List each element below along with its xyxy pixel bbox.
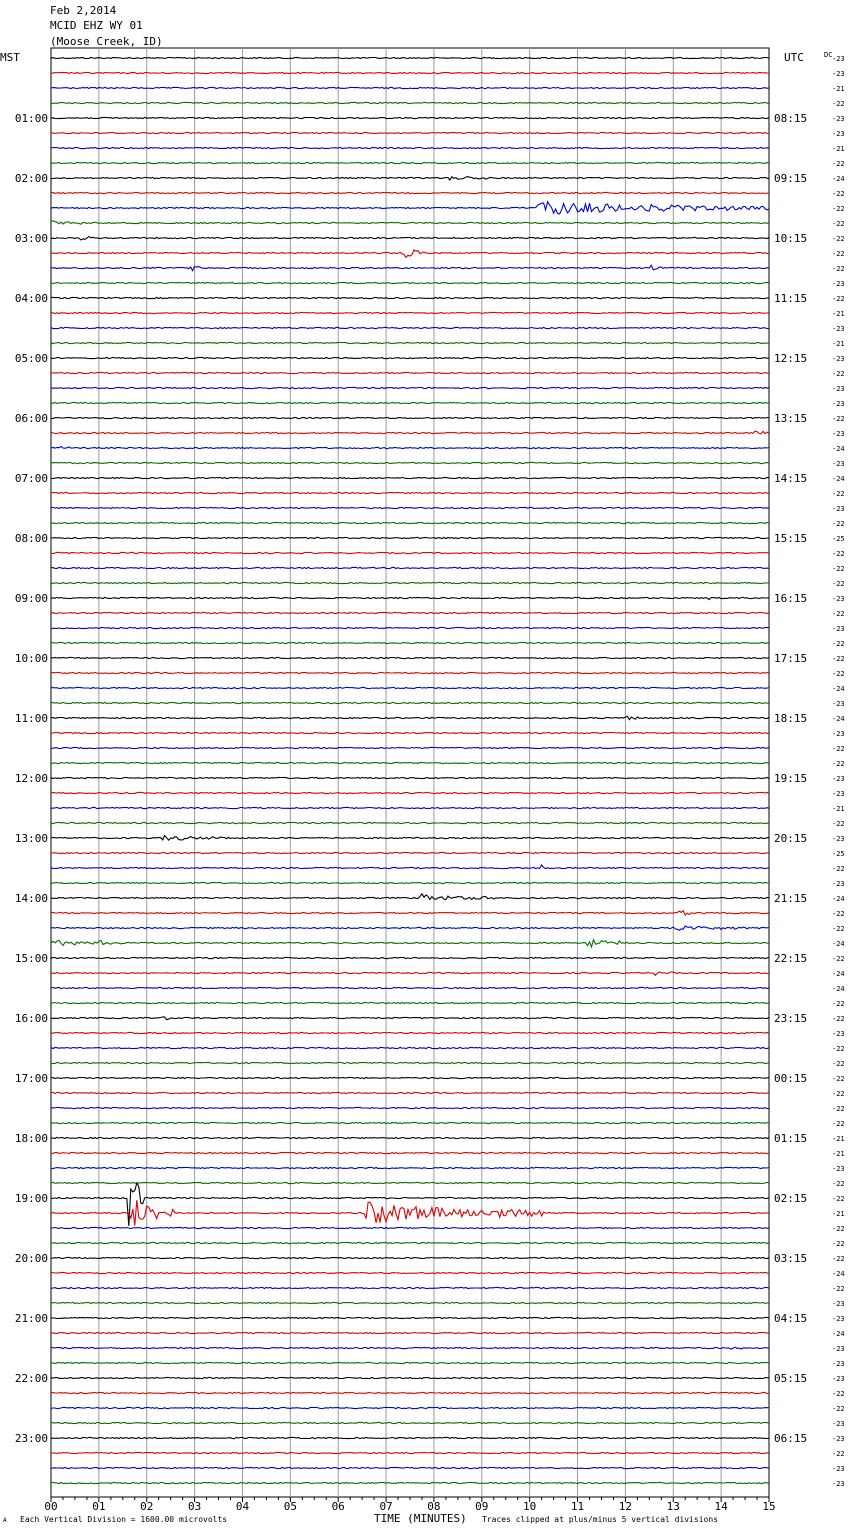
dc-offset-label: -22 — [832, 550, 845, 558]
label-group — [0, 51, 845, 1513]
trace-2 — [51, 87, 769, 88]
trace-94 — [51, 1467, 769, 1468]
trace-64 — [51, 1017, 769, 1020]
dc-offset-label: -23 — [832, 1345, 845, 1353]
trace-92 — [51, 1437, 769, 1438]
left-hour-label: 16:00 — [14, 1012, 48, 1025]
dc-offset-label: -22 — [832, 1060, 845, 1068]
trace-5 — [51, 132, 769, 133]
trace-95 — [51, 1482, 769, 1483]
left-hour-label: 14:00 — [14, 892, 48, 905]
trace-22 — [51, 387, 769, 388]
trace-0 — [51, 57, 769, 58]
trace-4 — [51, 117, 769, 118]
dc-offset-label: -22 — [832, 1240, 845, 1248]
dc-offset-label: -24 — [832, 985, 845, 993]
dc-offset-label: -23 — [832, 775, 845, 783]
trace-34 — [51, 567, 769, 568]
trace-74 — [51, 1167, 769, 1168]
dc-offset-label: -24 — [832, 1330, 845, 1338]
dc-offset-label: -21 — [832, 85, 845, 93]
dc-offset-label: -23 — [832, 790, 845, 798]
trace-47 — [51, 762, 769, 763]
dc-offset-label: -23 — [832, 1465, 845, 1473]
dc-offset-label: -21 — [832, 1135, 845, 1143]
dc-offset-label: -22 — [832, 865, 845, 873]
trace-18 — [51, 327, 769, 328]
right-hour-label: 19:15 — [774, 772, 808, 785]
trace-78 — [51, 1227, 769, 1228]
dc-offset-label: -23 — [832, 1420, 845, 1428]
trace-80 — [51, 1257, 769, 1258]
trace-26 — [51, 446, 769, 448]
x-tick-label: 15 — [762, 1500, 776, 1513]
dc-offset-label: -23 — [832, 595, 845, 603]
dc-offset-label: -22 — [832, 1195, 845, 1203]
dc-offset-label: -23 — [832, 400, 845, 408]
trace-90 — [51, 1407, 769, 1408]
dc-offset-label: -21 — [832, 145, 845, 153]
dc-offset-label: -22 — [832, 1405, 845, 1413]
dc-offset-label: -23 — [832, 70, 845, 78]
dc-offset-label: -22 — [832, 1090, 845, 1098]
trace-91 — [51, 1422, 769, 1423]
trace-3 — [51, 102, 769, 103]
right-hour-label: 10:15 — [774, 232, 808, 245]
dc-offset-label: -22 — [832, 265, 845, 273]
dc-offset-label: -23 — [832, 1360, 845, 1368]
trace-87 — [51, 1362, 769, 1363]
dc-offset-label: -22 — [832, 220, 845, 228]
dc-offset-label: -25 — [832, 850, 845, 858]
trace-32 — [51, 537, 769, 538]
right-hour-label: 01:15 — [774, 1132, 808, 1145]
trace-21 — [51, 372, 769, 373]
dc-offset-label: -22 — [832, 370, 845, 378]
dc-offset-label: -24 — [832, 445, 845, 453]
dc-offset-label: -22 — [832, 205, 845, 213]
trace-93 — [51, 1452, 769, 1453]
trace-85 — [51, 1332, 769, 1333]
x-tick-label: 13 — [666, 1500, 680, 1513]
trace-83 — [51, 1302, 769, 1303]
dc-offset-label: -22 — [832, 1450, 845, 1458]
trace-77 — [51, 1200, 769, 1225]
right-hour-label: 00:15 — [774, 1072, 808, 1085]
dc-offset-label: -22 — [832, 1390, 845, 1398]
left-hour-label: 17:00 — [14, 1072, 48, 1085]
trace-10 — [51, 202, 769, 214]
dc-offset-label: -22 — [832, 1285, 845, 1293]
trace-89 — [51, 1392, 769, 1393]
dc-offset-label: -22 — [832, 820, 845, 828]
dc-offset-label: -22 — [832, 565, 845, 573]
dc-offset-label: -23 — [832, 700, 845, 708]
trace-84 — [51, 1317, 769, 1318]
left-hour-label: 23:00 — [14, 1432, 48, 1445]
right-hour-label: 14:15 — [774, 472, 808, 485]
dc-offset-label: -23 — [832, 625, 845, 633]
trace-88 — [51, 1377, 769, 1378]
trace-72 — [51, 1137, 769, 1138]
dc-offset-label: -23 — [832, 460, 845, 468]
right-hour-label: 13:15 — [774, 412, 808, 425]
dc-offset-label: -21 — [832, 1210, 845, 1218]
trace-31 — [51, 522, 769, 523]
trace-40 — [51, 657, 769, 658]
left-hour-label: 13:00 — [14, 832, 48, 845]
right-hour-label: 21:15 — [774, 892, 808, 905]
dc-offset-label: -23 — [832, 730, 845, 738]
dc-offset-label: -23 — [832, 280, 845, 288]
dc-offset-label: -22 — [832, 1225, 845, 1233]
dc-offset-label: -22 — [832, 1000, 845, 1008]
dc-offset-label: -23 — [832, 505, 845, 513]
x-tick-label: 06 — [331, 1500, 345, 1513]
header-station: MCID EHZ WY 01 — [50, 19, 143, 32]
dc-offset-label: -23 — [832, 1030, 845, 1038]
dc-column-title: DC — [824, 51, 833, 59]
left-hour-label: 15:00 — [14, 952, 48, 965]
trace-51 — [51, 822, 769, 823]
trace-11 — [51, 221, 769, 224]
dc-offset-label: -23 — [832, 1435, 845, 1443]
dc-offset-label: -22 — [832, 520, 845, 528]
dc-offset-label: -22 — [832, 670, 845, 678]
trace-46 — [51, 747, 769, 748]
trace-37 — [51, 612, 769, 613]
x-tick-label: 05 — [283, 1500, 297, 1513]
trace-55 — [51, 882, 769, 883]
dc-offset-label: -21 — [832, 805, 845, 813]
trace-1 — [51, 72, 769, 73]
trace-81 — [51, 1272, 769, 1273]
left-axis-title: MST — [0, 51, 20, 64]
right-hour-label: 03:15 — [774, 1252, 808, 1265]
trace-9 — [51, 192, 769, 193]
plot-frame — [51, 48, 769, 1497]
left-hour-label: 07:00 — [14, 472, 48, 485]
trace-52 — [51, 836, 769, 841]
x-tick-label: 01 — [92, 1500, 106, 1513]
dc-offset-label: -23 — [832, 325, 845, 333]
trace-6 — [51, 147, 769, 148]
trace-17 — [51, 312, 769, 313]
right-hour-label: 11:15 — [774, 292, 808, 305]
trace-24 — [51, 417, 769, 418]
trace-86 — [51, 1347, 769, 1349]
left-hour-label: 09:00 — [14, 592, 48, 605]
left-hour-label: 02:00 — [14, 172, 48, 185]
right-hour-label: 02:15 — [774, 1192, 808, 1205]
trace-54 — [51, 865, 769, 869]
dc-offset-label: -25 — [832, 535, 845, 543]
dc-offset-label: -22 — [832, 415, 845, 423]
footer-left-note: Each Vertical Division = 1600.00 microvolts — [20, 1515, 228, 1524]
x-axis-title: TIME (MINUTES) — [374, 1512, 467, 1525]
dc-offset-label: -22 — [832, 295, 845, 303]
trace-42 — [51, 687, 769, 688]
x-tick-label: 00 — [44, 1500, 58, 1513]
left-hour-label: 21:00 — [14, 1312, 48, 1325]
dc-offset-label: -22 — [832, 250, 845, 258]
dc-offset-label: -22 — [832, 910, 845, 918]
trace-53 — [51, 852, 769, 853]
left-hour-label: 03:00 — [14, 232, 48, 245]
trace-79 — [51, 1242, 769, 1243]
right-hour-label: 20:15 — [774, 832, 808, 845]
trace-20 — [51, 357, 769, 358]
trace-28 — [51, 477, 769, 478]
trace-23 — [51, 402, 769, 403]
dc-offset-label: -23 — [832, 115, 845, 123]
trace-35 — [51, 582, 769, 583]
trace-65 — [51, 1032, 769, 1033]
trace-58 — [51, 926, 769, 930]
dc-offset-label: -23 — [832, 130, 845, 138]
dc-offset-label: -22 — [832, 100, 845, 108]
right-hour-label: 15:15 — [774, 532, 808, 545]
dc-offset-label: -23 — [832, 1375, 845, 1383]
right-hour-label: 09:15 — [774, 172, 808, 185]
dc-offset-label: -22 — [832, 1120, 845, 1128]
dc-offset-label: -22 — [832, 160, 845, 168]
dc-offset-label: -24 — [832, 1270, 845, 1278]
dc-offset-label: -21 — [832, 310, 845, 318]
trace-38 — [51, 627, 769, 628]
x-tick-label: 12 — [618, 1500, 633, 1513]
right-hour-label: 08:15 — [774, 112, 808, 125]
trace-41 — [51, 672, 769, 673]
dc-offset-label: -22 — [832, 1180, 845, 1188]
dc-offset-label: -24 — [832, 715, 845, 723]
left-hour-label: 04:00 — [14, 292, 48, 305]
trace-62 — [51, 987, 769, 988]
trace-13 — [51, 250, 769, 258]
right-hour-label: 22:15 — [774, 952, 808, 965]
dc-offset-label: -22 — [832, 1045, 845, 1053]
dc-offset-label: -23 — [832, 1165, 845, 1173]
trace-16 — [51, 297, 769, 298]
trace-33 — [51, 552, 769, 553]
trace-67 — [51, 1062, 769, 1063]
x-tick-label: 08 — [427, 1500, 441, 1513]
dc-offset-label: -23 — [832, 1480, 845, 1488]
trace-14 — [51, 265, 769, 271]
dc-offset-label: -23 — [832, 1300, 845, 1308]
x-tick-label: 14 — [714, 1500, 728, 1513]
trace-15 — [51, 282, 769, 283]
trace-61 — [51, 972, 769, 975]
dc-offset-label: -23 — [832, 1315, 845, 1323]
left-hour-label: 20:00 — [14, 1252, 48, 1265]
dc-offset-label: -22 — [832, 1105, 845, 1113]
trace-68 — [51, 1077, 769, 1078]
trace-48 — [51, 777, 769, 778]
left-hour-label: 05:00 — [14, 352, 48, 365]
dc-offset-label: -24 — [832, 970, 845, 978]
header-date: Feb 2,2014 — [50, 4, 117, 17]
trace-25 — [51, 431, 769, 434]
trace-19 — [51, 342, 769, 343]
x-tick-label: 07 — [379, 1500, 393, 1513]
dc-offset-label: -24 — [832, 685, 845, 693]
right-hour-label: 05:15 — [774, 1372, 808, 1385]
dc-offset-label: -22 — [832, 1075, 845, 1083]
trace-70 — [51, 1107, 769, 1108]
trace-45 — [51, 732, 769, 733]
dc-offset-label: -24 — [832, 175, 845, 183]
dc-offset-label: -21 — [832, 340, 845, 348]
dc-offset-label: -24 — [832, 940, 845, 948]
right-hour-label: 12:15 — [774, 352, 808, 365]
x-tick-label: 10 — [523, 1500, 537, 1513]
trace-59 — [51, 940, 769, 947]
x-tick-label: 03 — [187, 1500, 202, 1513]
right-axis-title: UTC — [784, 51, 804, 64]
trace-69 — [51, 1092, 769, 1093]
dc-offset-label: -22 — [832, 580, 845, 588]
trace-75 — [51, 1182, 769, 1183]
footer-right-note: Traces clipped at plus/minus 5 vertical divisions — [482, 1515, 719, 1524]
dc-offset-label: -23 — [832, 430, 845, 438]
dc-offset-label: -22 — [832, 955, 845, 963]
dc-offset-label: -22 — [832, 1015, 845, 1023]
left-hour-label: 11:00 — [14, 712, 48, 725]
dc-offset-label: -23 — [832, 55, 845, 63]
dc-offset-label: -23 — [832, 355, 845, 363]
left-hour-label: 18:00 — [14, 1132, 48, 1145]
trace-66 — [51, 1047, 769, 1048]
trace-73 — [51, 1152, 769, 1153]
trace-60 — [51, 957, 769, 958]
left-hour-label: 12:00 — [14, 772, 48, 785]
right-hour-label: 06:15 — [774, 1432, 808, 1445]
dc-offset-label: -22 — [832, 490, 845, 498]
corner-mark: A — [3, 1517, 7, 1524]
dc-offset-label: -22 — [832, 745, 845, 753]
trace-30 — [51, 507, 769, 508]
dc-offset-label: -22 — [832, 655, 845, 663]
chart-grid — [51, 48, 769, 1502]
dc-offset-label: -22 — [832, 640, 845, 648]
dc-offset-label: -22 — [832, 925, 845, 933]
trace-36 — [51, 597, 769, 599]
x-tick-label: 11 — [570, 1500, 585, 1513]
trace-76 — [51, 1183, 769, 1226]
header-location: (Moose Creek, ID) — [50, 35, 163, 48]
dc-offset-label: -24 — [832, 475, 845, 483]
x-tick-label: 09 — [475, 1500, 489, 1513]
trace-group — [51, 57, 769, 1483]
dc-offset-label: -23 — [832, 880, 845, 888]
dc-offset-label: -23 — [832, 385, 845, 393]
right-hour-label: 16:15 — [774, 592, 808, 605]
right-hour-label: 17:15 — [774, 652, 808, 665]
dc-offset-label: -22 — [832, 190, 845, 198]
right-hour-label: 04:15 — [774, 1312, 808, 1325]
trace-82 — [51, 1287, 769, 1288]
dc-offset-label: -23 — [832, 835, 845, 843]
x-tick-label: 04 — [235, 1500, 250, 1513]
trace-50 — [51, 807, 769, 808]
trace-44 — [51, 716, 769, 719]
x-tick-label: 02 — [140, 1500, 154, 1513]
left-hour-label: 08:00 — [14, 532, 48, 545]
trace-29 — [51, 492, 769, 493]
dc-offset-label: -21 — [832, 1150, 845, 1158]
dc-offset-label: -22 — [832, 760, 845, 768]
trace-8 — [51, 177, 769, 180]
dc-offset-label: -22 — [832, 1255, 845, 1263]
trace-39 — [51, 642, 769, 643]
left-hour-label: 10:00 — [14, 652, 48, 665]
dc-offset-label: -22 — [832, 235, 845, 243]
left-hour-label: 06:00 — [14, 412, 48, 425]
left-hour-label: 01:00 — [14, 112, 48, 125]
trace-63 — [51, 1002, 769, 1003]
trace-49 — [51, 792, 769, 793]
left-hour-label: 22:00 — [14, 1372, 48, 1385]
right-hour-label: 23:15 — [774, 1012, 808, 1025]
trace-27 — [51, 462, 769, 463]
trace-57 — [51, 911, 769, 916]
dc-offset-label: -22 — [832, 610, 845, 618]
trace-43 — [51, 702, 769, 703]
dc-offset-label: -24 — [832, 895, 845, 903]
trace-7 — [51, 162, 769, 163]
trace-71 — [51, 1122, 769, 1123]
trace-56 — [51, 894, 769, 900]
trace-12 — [51, 237, 769, 241]
left-hour-label: 19:00 — [14, 1192, 48, 1205]
right-hour-label: 18:15 — [774, 712, 808, 725]
